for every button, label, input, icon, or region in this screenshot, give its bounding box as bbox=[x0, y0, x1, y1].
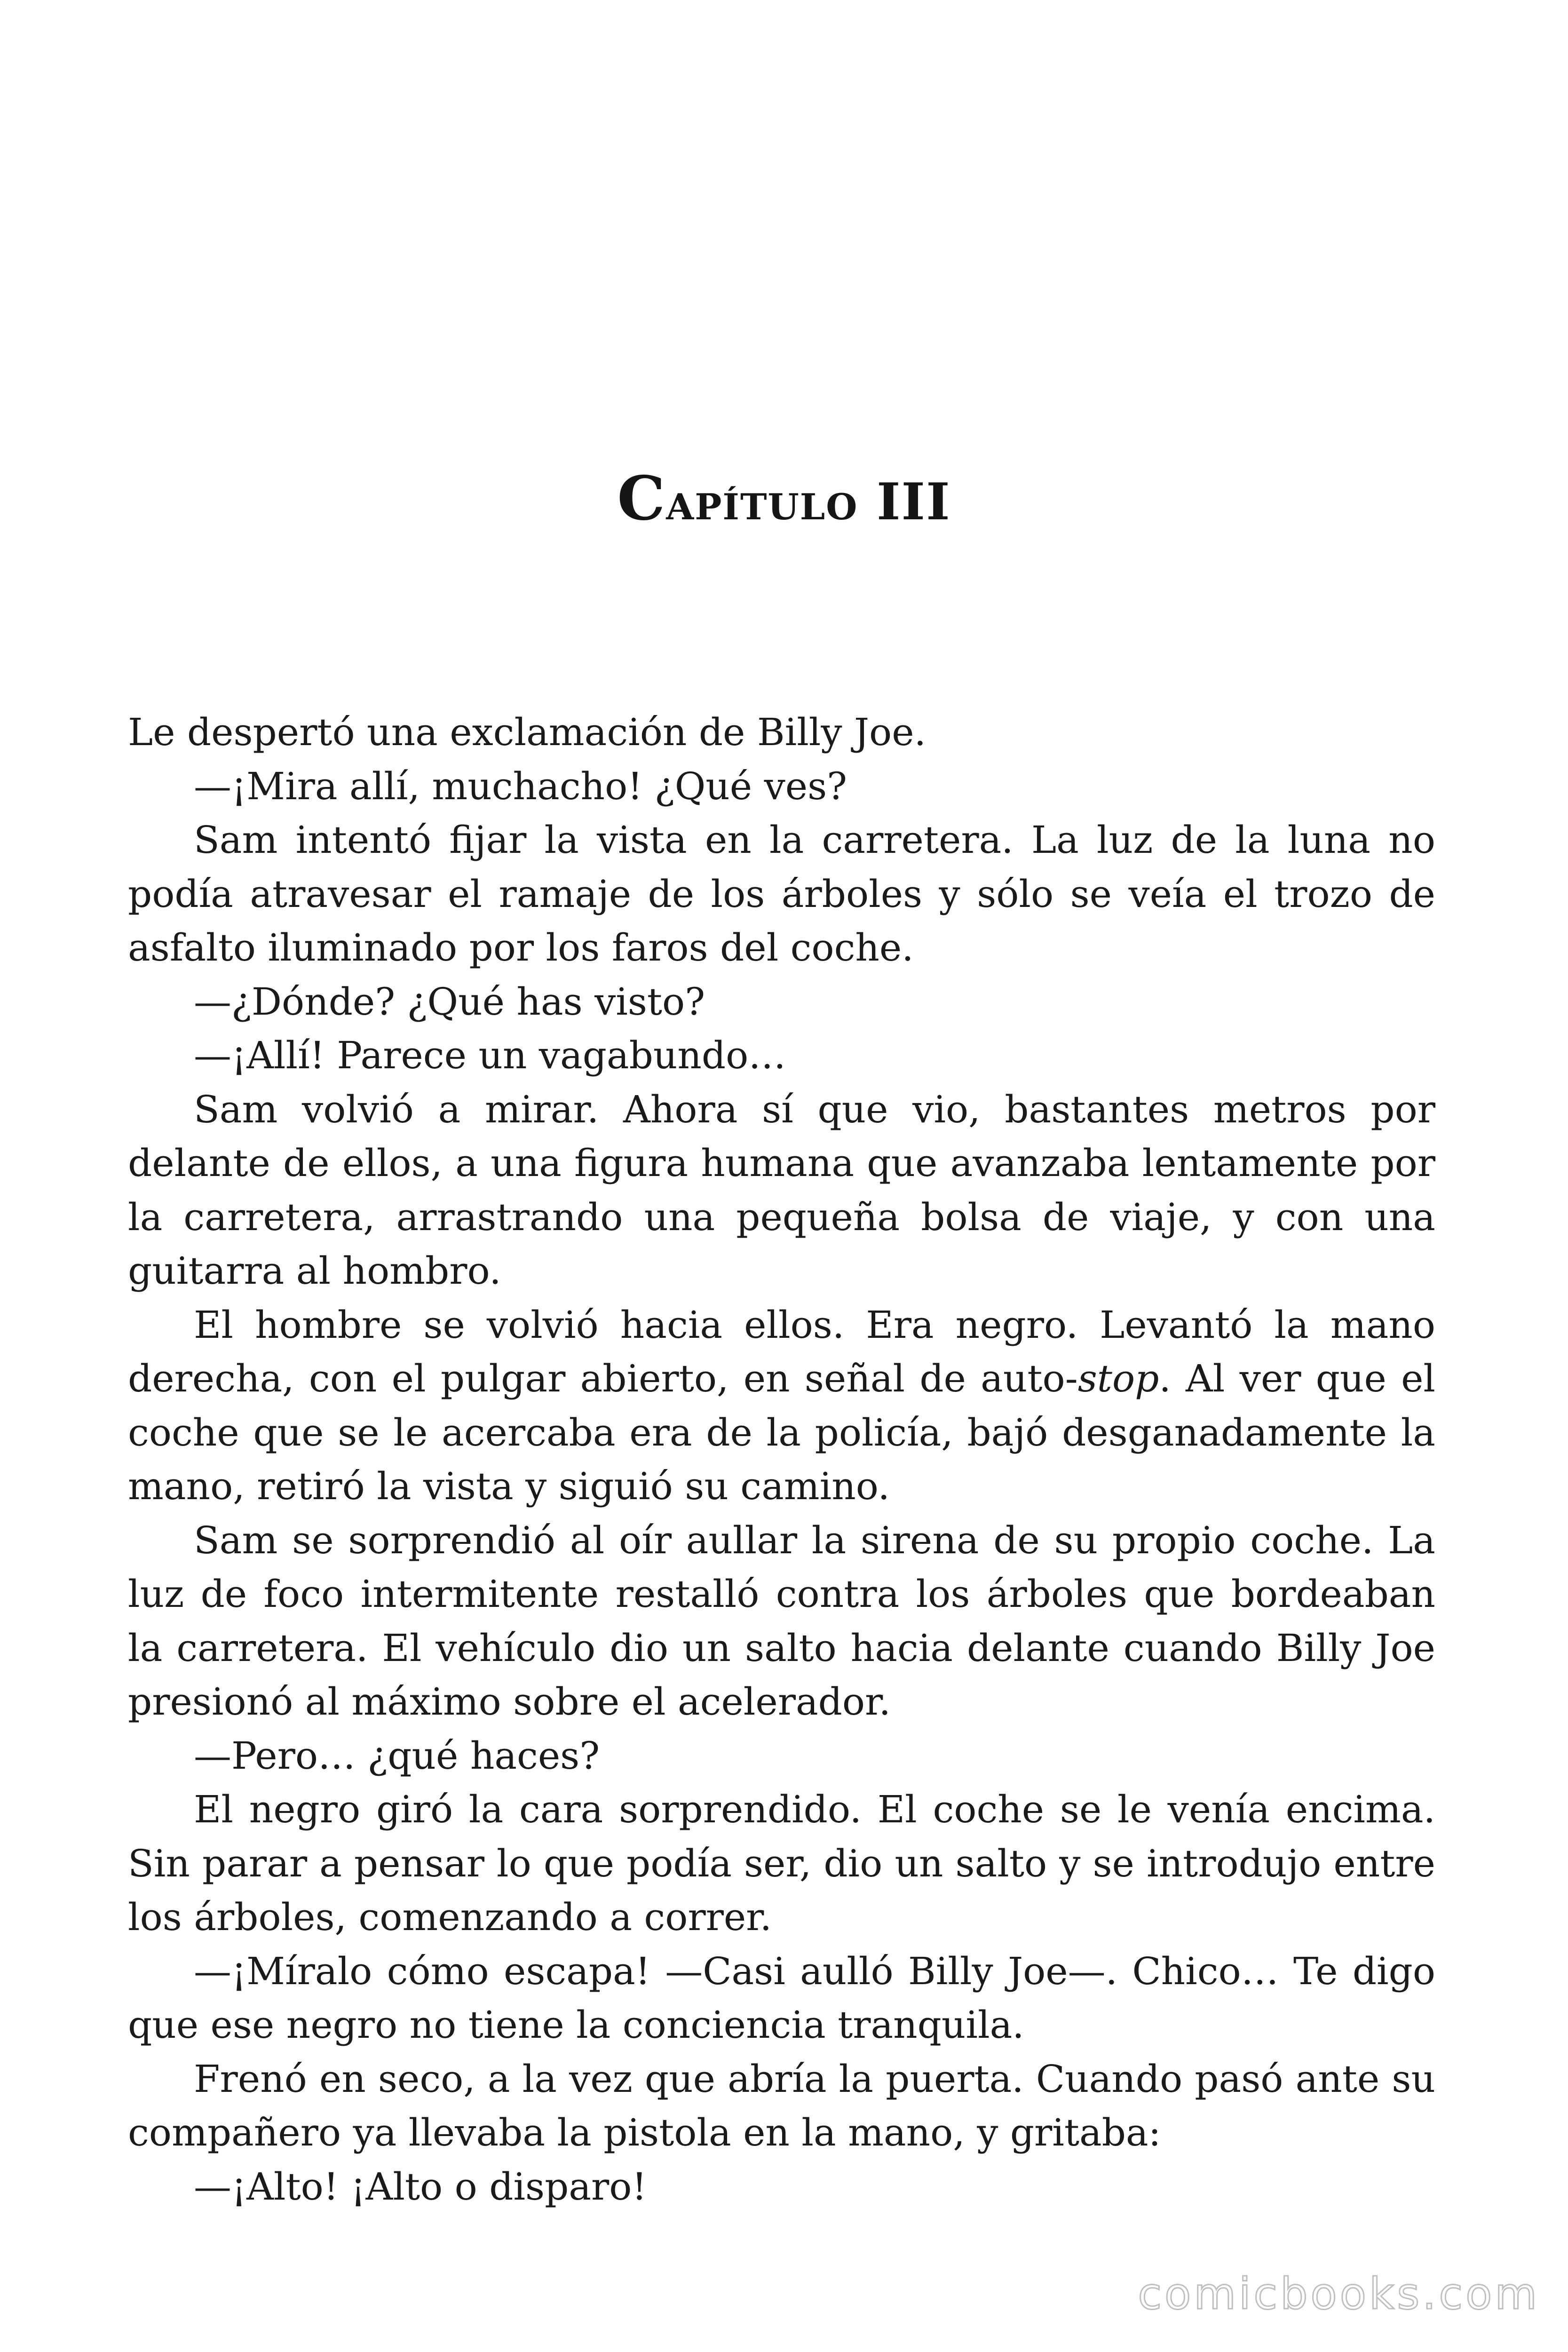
paragraph: Sam volvió a mirar. Ahora sí que vio, bastantes metros por delante de ellos, a una figura humana que avanzaba lentamente por la carretera, arrastrando una pequeña bolsa de viaje, y con una guitarra al hombro. bbox=[128, 1087, 1435, 1293]
paragraph-text: El hombre se volvió hacia ellos. Era negro. Levantó la mano derecha, con el pulgar abierto, en señal de auto- bbox=[128, 1303, 1435, 1400]
chapter-title bbox=[0, 463, 1568, 534]
watermark: comicbooks.com bbox=[1138, 2269, 1540, 2319]
paragraph: Sam se sorprendió al oír aullar la sirena de su propio coche. La luz de foco intermitente restalló contra los árboles que bordeaban la carretera. El vehículo dio un salto hacia delante cuando Billy Joe presionó al máximo sobre el acelerador. bbox=[128, 1518, 1435, 1724]
paragraph: —¡Alto! ¡Alto o disparo! bbox=[194, 2164, 647, 2209]
chapter-title-word: apítulo bbox=[666, 472, 858, 532]
italic-word: stop bbox=[1077, 1357, 1159, 1400]
paragraph: Frenó en seco, a la vez que abría la puerta. Cuando pasó ante su compañero ya llevaba la pistola en la mano, y gritaba: bbox=[128, 2057, 1435, 2154]
paragraph-text: . Al ver que el coche que se le acercaba era de la policía, bajó desganadamente la mano, retiró la vista y siguió su camino. bbox=[128, 1357, 1436, 1508]
paragraph: —¡Allí! Parece un vagabundo… bbox=[194, 1033, 786, 1077]
paragraph: Sam intentó fijar la vista en la carretera. La luz de la luna no podía atravesar el ramaje de los árboles y sólo se veía el trozo de asfalto iluminado por los faros del coche. bbox=[128, 818, 1435, 969]
paragraph: El negro giró la cara sorprendido. El coche se le venía encima. Sin parar a pensar lo que podía ser, dio un salto y se introdujo entre los árboles, comenzando a correr. bbox=[128, 1788, 1435, 1939]
paragraph: —¡Mira allí, muchacho! ¿Qué ves? bbox=[194, 764, 847, 808]
chapter-title-number: III bbox=[877, 472, 951, 532]
paragraph: —Pero… ¿qué haces? bbox=[194, 1733, 600, 1778]
paragraph: —¿Dónde? ¿Qué has visto? bbox=[194, 979, 705, 1024]
paragraph: Le despertó una exclamación de Billy Joe. bbox=[128, 710, 926, 754]
paragraph: —¡Míralo cómo escapa! —Casi aulló Billy Joe—. Chico… Te digo que ese negro no tiene la conciencia tranquila. bbox=[128, 1949, 1435, 2047]
paragraph bbox=[128, 1298, 1435, 1514]
chapter-title-initial: C bbox=[617, 463, 666, 534]
chapter-body bbox=[128, 706, 1435, 2214]
